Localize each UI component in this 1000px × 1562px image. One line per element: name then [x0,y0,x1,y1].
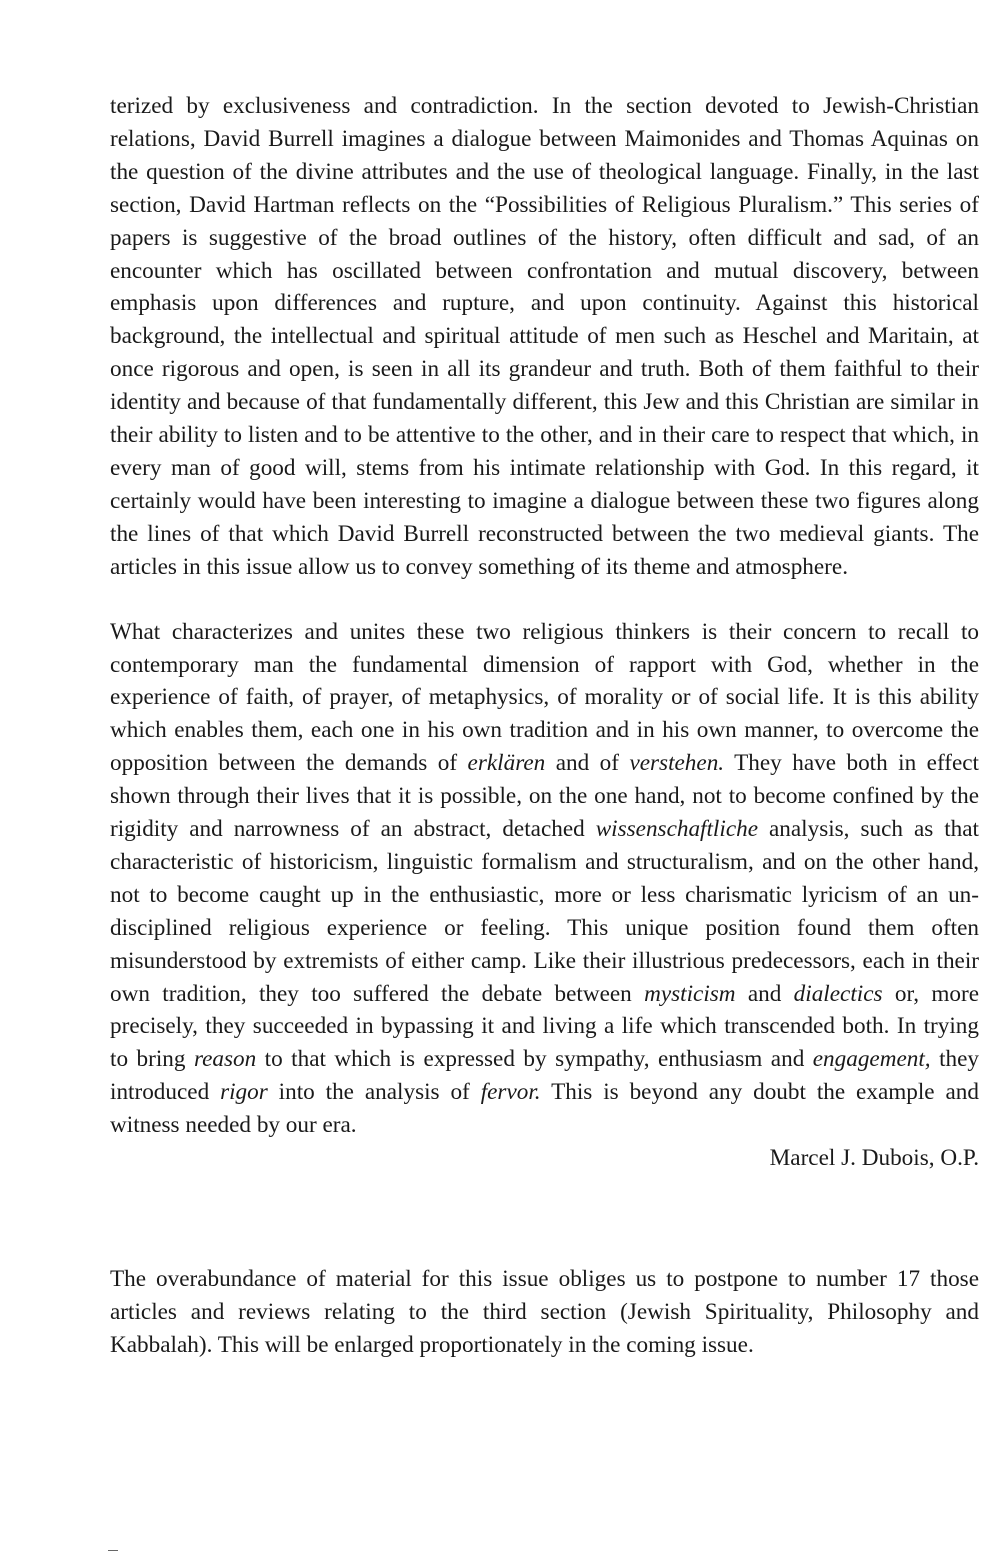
page-edge-mark [108,1550,118,1551]
text-run: they introduced [110,1046,980,1106]
text-run: into the analysis of [267,1079,481,1106]
article-page [110,90,979,1362]
italic-term: verstehen. [629,750,725,777]
text-run: They have both in effect shown through their lives that it is possible, on the one hand, not to become confined by the rigidity and narrowness of an abstract, detached [110,750,979,843]
text-run: What characterizes and unites these two religious thinkers is their concern to recall to contemporary man the fundamental dimension of rapport with God, whether in the experience of faith, of prayer, of metaphysics, of morality or of social life. It is this ability which enables them, each one in his own tradition and in his own manner, to overcome the opposition between the demands of [110,618,979,777]
text-run: analysis, such as that characteristic of historicism, linguistic formalism and structuralism, and on the other hand, not to become caught up in the enthusiastic, more or less charismatic lyricism of an undisciplined religious experience or feeling. This unique position found them often misunderstood by extremists of either camp. Like their illustrious predecessors, each in their own tradition, they too suffered the debate between [110,816,980,1007]
body-paragraph-2 [110,616,979,1143]
italic-term: erklären [467,750,546,777]
italic-term: rigor [220,1079,268,1106]
text-run: terized by exclusiveness and contradiction. In the section devoted to Jewish-Christian relations, David Burrell imagines a dialogue between Maimonides and Thomas Aquinas on the question of the divine attributes and the use of theological language. Finally, in the last section, David Hartman reflects on the “Possibilities of Religious Pluralism.” This series of papers is suggestive of the broad outlines of the history, often difficult and sad, of an encounter which has oscillated between confrontation and mutual discovery, between emphasis upon differences and rupture, and upon continuity. Against this historical background, the intellectual and spiritual attitude of men such as Heschel and Maritain, at once rigorous and open, is seen in all its grandeur and truth. Both of them faithful to their identity and because of that fundamentally different, this Jew and this Christian are similar in their ability to listen and to be attentive to the other, and in their care to respect that which, in every man of good will, stems from his intimate relationship with God. In this regard, it certainly would have been interesting to imagine a dialogue between these two figures along the lines of that which David Burrell reconstructed between the two medieval giants. The articles in this issue allow us to convey something of its theme and atmosphere. [110,93,979,580]
text-run: This is beyond any doubt the example and witness needed by our era. [110,1079,979,1139]
author-signature: Marcel J. Dubois, O.P. [769,1145,979,1172]
text-run: to that which is expressed by sympathy, enthusiasm and [256,1046,813,1073]
italic-term: reason [193,1046,257,1073]
italic-term: engagement, [812,1046,931,1073]
italic-term: mysticism [644,980,736,1007]
editorial-note: The overabundance of material for this issue obliges us to postpone to number 17 those articles and reviews relating to the third section (Jewish Spirituality, Philosophy and Kabbalah). This will be enlarged proportionately in the coming issue. [110,1266,979,1358]
text-run: and [735,980,794,1007]
body-paragraph-1 [110,90,979,584]
italic-term: wissenschaftliche [595,816,758,843]
italic-term: fervor. [480,1079,541,1106]
text-run: or, more precisely, they succeeded in bypassing it and living a life which transcended both. In trying to bring [110,980,980,1073]
italic-term: dialectics [793,980,883,1007]
text-run: and of [545,750,630,777]
